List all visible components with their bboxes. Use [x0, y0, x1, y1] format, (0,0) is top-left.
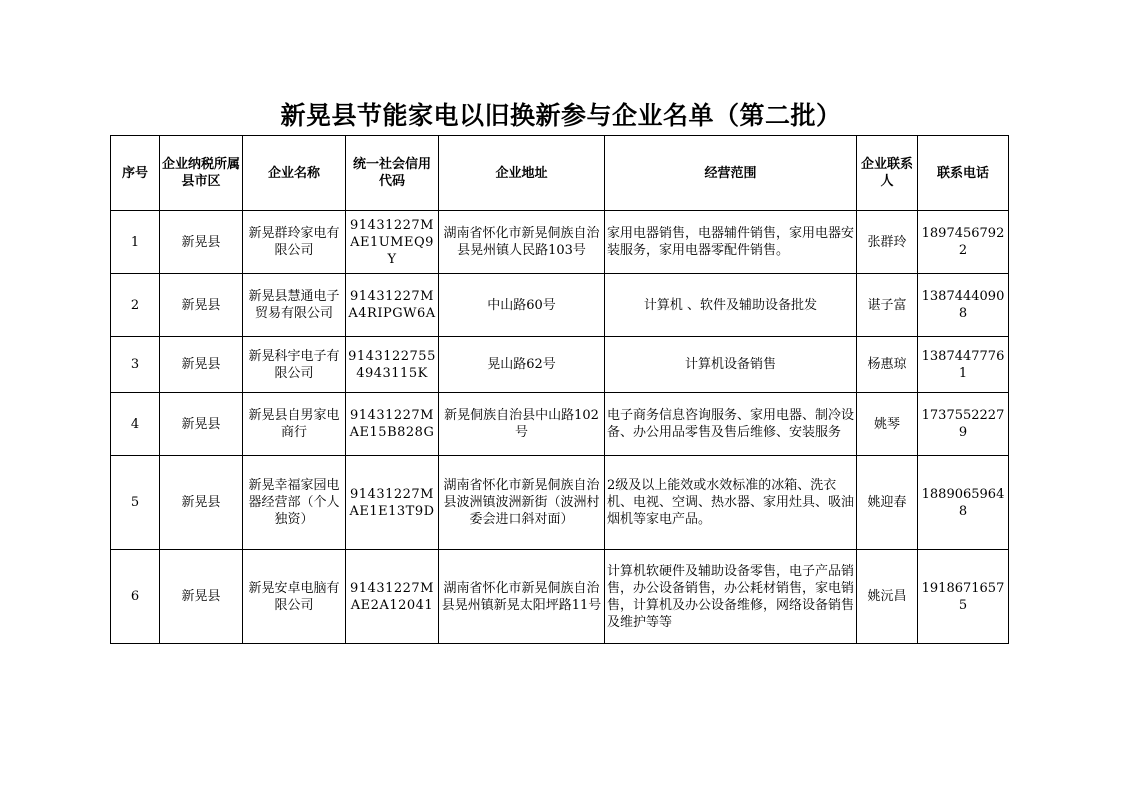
enterprise-table	[110, 135, 1009, 644]
cell-no: 4	[111, 393, 160, 456]
header-district: 企业纳税所属县市区	[160, 136, 243, 211]
cell-contact: 张群玲	[857, 211, 918, 274]
cell-code: 91431227MAE1UMEQ9Y	[346, 211, 439, 274]
cell-phone: 18890659648	[918, 456, 1009, 550]
cell-name: 新晃县自男家电商行	[243, 393, 346, 456]
cell-district: 新晃县	[160, 550, 243, 644]
cell-scope: 计算机 、软件及辅助设备批发	[605, 274, 857, 337]
cell-scope: 2级及以上能效或水效标准的冰箱、洗衣机、电视、空调、热水器、家用灶具、吸油烟机等家电产品。	[605, 456, 857, 550]
document-title: 新晃县节能家电以旧换新参与企业名单（第二批）	[280, 101, 842, 130]
cell-no: 1	[111, 211, 160, 274]
cell-phone: 18974567922	[918, 211, 1009, 274]
cell-scope: 家用电器销售，电器辅件销售，家用电器安装服务，家用电器零配件销售。	[605, 211, 857, 274]
cell-phone: 17375522279	[918, 393, 1009, 456]
cell-no: 6	[111, 550, 160, 644]
cell-address: 晃山路62号	[439, 337, 605, 393]
cell-scope: 计算机设备销售	[605, 337, 857, 393]
header-address: 企业地址	[439, 136, 605, 211]
cell-contact: 谌子富	[857, 274, 918, 337]
cell-no: 5	[111, 456, 160, 550]
cell-district: 新晃县	[160, 274, 243, 337]
table-row	[111, 274, 1009, 337]
cell-scope: 计算机软硬件及辅助设备零售，电子产品销售，办公设备销售，办公耗材销售，家电销售，计算机及办公设备维修，网络设备销售及维护等等	[605, 550, 857, 644]
cell-code: 91431227MAE15B828G	[346, 393, 439, 456]
cell-address: 湖南省怀化市新晃侗族自治县晃州镇新晃太阳坪路11号	[439, 550, 605, 644]
header-row	[111, 136, 1009, 211]
table-row	[111, 337, 1009, 393]
cell-name: 新晃科宇电子有限公司	[243, 337, 346, 393]
header-name: 企业名称	[243, 136, 346, 211]
cell-address: 湖南省怀化市新晃侗族自治县晃州镇人民路103号	[439, 211, 605, 274]
cell-address: 湖南省怀化市新晃侗族自治县波洲镇波洲新街（波洲村委会进口斜对面）	[439, 456, 605, 550]
header-code: 统一社会信用代码	[346, 136, 439, 211]
cell-address: 新晃侗族自治县中山路102号	[439, 393, 605, 456]
table-row	[111, 211, 1009, 274]
cell-phone: 19186716575	[918, 550, 1009, 644]
cell-name: 新晃群玲家电有限公司	[243, 211, 346, 274]
cell-phone: 13874440908	[918, 274, 1009, 337]
cell-phone: 13874477761	[918, 337, 1009, 393]
table-row	[111, 550, 1009, 644]
header-scope: 经营范围	[605, 136, 857, 211]
cell-contact: 姚琴	[857, 393, 918, 456]
cell-scope: 电子商务信息咨询服务、家用电器、制冷设备、办公用品零售及售后维修、安装服务	[605, 393, 857, 456]
table-row	[111, 456, 1009, 550]
table-row	[111, 393, 1009, 456]
cell-code: 91431227MA4RIPGW6A	[346, 274, 439, 337]
cell-name: 新晃县慧通电子贸易有限公司	[243, 274, 346, 337]
cell-district: 新晃县	[160, 337, 243, 393]
cell-no: 3	[111, 337, 160, 393]
cell-contact: 姚迎春	[857, 456, 918, 550]
cell-name: 新晃安卓电脑有限公司	[243, 550, 346, 644]
cell-contact: 杨惠琼	[857, 337, 918, 393]
header-no: 序号	[111, 136, 160, 211]
cell-no: 2	[111, 274, 160, 337]
cell-address: 中山路60号	[439, 274, 605, 337]
cell-code: 91431227554943115K	[346, 337, 439, 393]
cell-district: 新晃县	[160, 211, 243, 274]
cell-code: 91431227MAE2A12041	[346, 550, 439, 644]
cell-contact: 姚沅昌	[857, 550, 918, 644]
cell-code: 91431227MAE1E13T9D	[346, 456, 439, 550]
header-contact: 企业联系人	[857, 136, 918, 211]
cell-name: 新晃幸福家园电器经营部（个人独资）	[243, 456, 346, 550]
cell-district: 新晃县	[160, 393, 243, 456]
header-phone: 联系电话	[918, 136, 1009, 211]
cell-district: 新晃县	[160, 456, 243, 550]
